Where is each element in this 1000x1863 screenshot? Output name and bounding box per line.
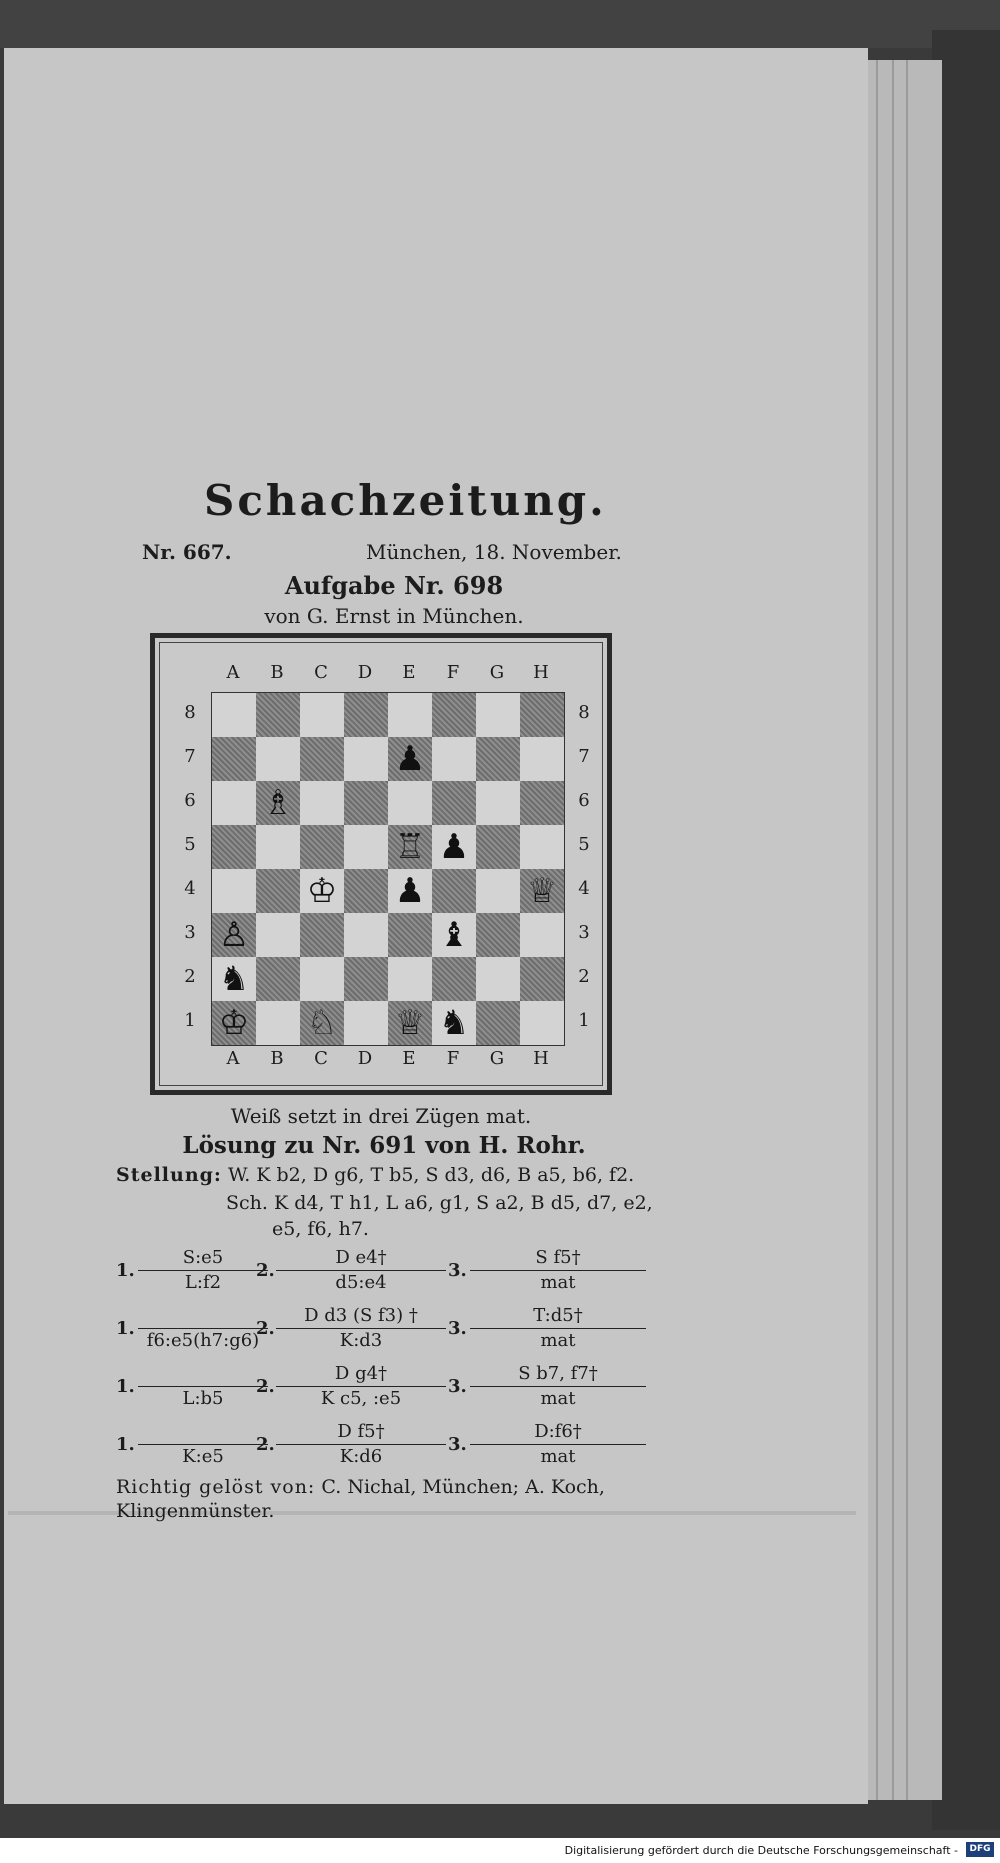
rank-label-left-4: 4 <box>184 878 196 899</box>
square-f4 <box>432 869 476 913</box>
file-label-top-a: A <box>226 662 240 683</box>
square-a2 <box>212 957 256 1001</box>
dfg-logo: DFG <box>966 1842 994 1857</box>
square-f1 <box>432 1001 476 1045</box>
move-pair <box>470 1246 646 1295</box>
square-d6 <box>344 781 388 825</box>
square-h5 <box>520 825 564 869</box>
file-label-top-h: H <box>533 662 549 683</box>
rank-label-left-3: 3 <box>184 922 196 943</box>
rank-label-left-1: 1 <box>184 1010 196 1031</box>
white-move: S f5† <box>470 1246 646 1271</box>
square-f5 <box>432 825 476 869</box>
move-number: 3. <box>448 1376 467 1397</box>
square-g3 <box>476 913 520 957</box>
square-c2 <box>300 957 344 1001</box>
square-g6 <box>476 781 520 825</box>
black-move: f6:e5(h7:g6) <box>146 1330 260 1351</box>
move-number: 2. <box>256 1376 275 1397</box>
move-pair <box>138 1246 268 1295</box>
rank-label-right-5: 5 <box>578 834 590 855</box>
square-d2 <box>344 957 388 1001</box>
file-label-top-e: E <box>402 662 416 683</box>
stellung-white <box>116 1164 634 1186</box>
rank-label-right-2: 2 <box>578 966 590 987</box>
solvers-names: C. Nichal, München; A. Koch, <box>321 1476 605 1498</box>
square-g1 <box>476 1001 520 1045</box>
black-move: K:d3 <box>339 1330 383 1351</box>
square-b2 <box>256 957 300 1001</box>
black-move: mat <box>540 1388 576 1409</box>
square-a3 <box>212 913 256 957</box>
black-move: mat <box>540 1446 576 1467</box>
white-pawn-a3-icon: ♙ <box>218 915 250 955</box>
move-pair <box>276 1362 446 1411</box>
footer-bar <box>0 1838 1000 1863</box>
black-pawn-e4-icon: ♟ <box>394 871 426 911</box>
square-f7 <box>432 737 476 781</box>
white-move: D d3 (S f3) † <box>276 1304 446 1329</box>
page-stack-edge <box>860 60 942 1800</box>
rank-label-right-8: 8 <box>578 702 590 723</box>
black-move: K:d6 <box>339 1446 383 1467</box>
square-d3 <box>344 913 388 957</box>
white-move: D f5† <box>276 1420 446 1445</box>
square-a8 <box>212 693 256 737</box>
black-move: mat <box>540 1330 576 1351</box>
variation-row <box>116 1246 656 1302</box>
square-d8 <box>344 693 388 737</box>
move-number: 3. <box>448 1434 467 1455</box>
move-number: 1. <box>116 1434 135 1455</box>
rank-label-right-1: 1 <box>578 1010 590 1031</box>
square-a1 <box>212 1001 256 1045</box>
rank-label-right-6: 6 <box>578 790 590 811</box>
square-g4 <box>476 869 520 913</box>
solvers-line-cont: Klingenmünster. <box>116 1500 275 1522</box>
square-d4 <box>344 869 388 913</box>
file-label-bottom-f: F <box>446 1048 460 1069</box>
stellung-label: Stellung: <box>116 1164 222 1186</box>
square-b1 <box>256 1001 300 1045</box>
square-h8 <box>520 693 564 737</box>
white-bishop-b6-icon: ♗ <box>262 783 294 823</box>
rank-label-left-8: 8 <box>184 702 196 723</box>
move-pair <box>138 1420 268 1469</box>
file-label-bottom-d: D <box>357 1048 373 1069</box>
file-label-top-b: B <box>270 662 284 683</box>
white-move: D g4† <box>276 1362 446 1387</box>
problem-caption: Weiß setzt in drei Zügen mat. <box>230 1104 532 1128</box>
rank-label-left-6: 6 <box>184 790 196 811</box>
problem-author: von G. Ernst in München. <box>264 604 524 628</box>
square-e3 <box>388 913 432 957</box>
move-number: 2. <box>256 1260 275 1281</box>
square-c6 <box>300 781 344 825</box>
move-pair <box>276 1420 446 1469</box>
chess-diagram <box>150 633 612 1095</box>
file-label-bottom-b: B <box>270 1048 284 1069</box>
white-move <box>138 1420 268 1445</box>
square-f2 <box>432 957 476 1001</box>
white-rook-e5-icon: ♖ <box>394 827 426 867</box>
file-label-bottom-c: C <box>314 1048 328 1069</box>
file-label-top-f: F <box>446 662 460 683</box>
chess-board <box>211 692 565 1046</box>
square-h6 <box>520 781 564 825</box>
move-number: 2. <box>256 1434 275 1455</box>
square-e7 <box>388 737 432 781</box>
square-c5 <box>300 825 344 869</box>
square-f3 <box>432 913 476 957</box>
square-f8 <box>432 693 476 737</box>
black-bishop-f3-icon: ♝ <box>438 915 470 955</box>
square-e8 <box>388 693 432 737</box>
square-c1 <box>300 1001 344 1045</box>
rank-label-left-7: 7 <box>184 746 196 767</box>
move-pair <box>138 1304 268 1353</box>
square-c3 <box>300 913 344 957</box>
square-e4 <box>388 869 432 913</box>
solvers-label: Richtig gelöst von: <box>116 1476 316 1498</box>
black-pawn-e7-icon: ♟ <box>394 739 426 779</box>
page-title: Schachzeitung. <box>204 476 607 525</box>
square-c4 <box>300 869 344 913</box>
square-e2 <box>388 957 432 1001</box>
white-knight-c1-icon: ♘ <box>306 1003 338 1043</box>
footer-credit: Digitalisierung gefördert durch die Deutsche Forschungsgemeinschaft - <box>564 1844 958 1857</box>
square-d5 <box>344 825 388 869</box>
variation-row <box>116 1304 656 1360</box>
square-b3 <box>256 913 300 957</box>
move-number: 1. <box>116 1318 135 1339</box>
rank-label-right-7: 7 <box>578 746 590 767</box>
black-move: L:b5 <box>182 1388 224 1409</box>
solvers-line <box>116 1476 605 1498</box>
move-pair <box>470 1362 646 1411</box>
move-pair <box>470 1304 646 1353</box>
black-move: L:f2 <box>184 1272 222 1293</box>
white-move: D:f6† <box>470 1420 646 1445</box>
square-a5 <box>212 825 256 869</box>
square-b5 <box>256 825 300 869</box>
white-queen-e1-icon: ♕ <box>394 1003 426 1043</box>
square-c8 <box>300 693 344 737</box>
white-move: S b7, f7† <box>470 1362 646 1387</box>
document-page <box>4 48 868 1804</box>
variation-row <box>116 1420 656 1476</box>
variation-row <box>116 1362 656 1418</box>
square-h4 <box>520 869 564 913</box>
file-label-bottom-a: A <box>226 1048 240 1069</box>
file-label-top-g: G <box>489 662 505 683</box>
white-move <box>138 1304 268 1329</box>
move-number: 1. <box>116 1376 135 1397</box>
stellung-white-text: W. K b2, D g6, T b5, S d3, d6, B a5, b6, f2. <box>228 1164 635 1186</box>
white-king-a1-icon: ♔ <box>218 1003 250 1043</box>
dateline: München, 18. November. <box>366 540 622 564</box>
white-move: T:d5† <box>470 1304 646 1329</box>
square-h3 <box>520 913 564 957</box>
square-h7 <box>520 737 564 781</box>
square-g8 <box>476 693 520 737</box>
black-knight-f1-icon: ♞ <box>438 1003 470 1043</box>
move-number: 3. <box>448 1260 467 1281</box>
move-pair <box>470 1420 646 1469</box>
square-e6 <box>388 781 432 825</box>
move-number: 3. <box>448 1318 467 1339</box>
square-b6 <box>256 781 300 825</box>
rank-label-left-5: 5 <box>184 834 196 855</box>
square-d7 <box>344 737 388 781</box>
square-d1 <box>344 1001 388 1045</box>
move-pair <box>276 1304 446 1353</box>
white-move: S:e5 <box>138 1246 268 1271</box>
king-c4-icon: ♔ <box>306 871 338 911</box>
stellung-black: Sch. K d4, T h1, L a6, g1, S a2, B d5, d7, e2, <box>226 1192 653 1214</box>
black-knight-a2-icon: ♞ <box>218 959 250 999</box>
square-h1 <box>520 1001 564 1045</box>
solution-heading: Lösung zu Nr. 691 von H. Rohr. <box>182 1132 586 1159</box>
square-g2 <box>476 957 520 1001</box>
square-b4 <box>256 869 300 913</box>
file-label-bottom-h: H <box>533 1048 549 1069</box>
square-e5 <box>388 825 432 869</box>
white-move: D e4† <box>276 1246 446 1271</box>
rank-label-right-4: 4 <box>578 878 590 899</box>
square-g5 <box>476 825 520 869</box>
square-h2 <box>520 957 564 1001</box>
white-queen-h4-icon: ♕ <box>526 871 558 911</box>
problem-heading: Aufgabe Nr. 698 <box>284 571 504 600</box>
file-label-top-c: C <box>314 662 328 683</box>
square-a4 <box>212 869 256 913</box>
file-label-bottom-g: G <box>489 1048 505 1069</box>
square-b8 <box>256 693 300 737</box>
square-b7 <box>256 737 300 781</box>
rank-label-right-3: 3 <box>578 922 590 943</box>
rank-label-left-2: 2 <box>184 966 196 987</box>
stellung-black-cont: e5, f6, h7. <box>272 1218 369 1240</box>
black-move: K c5, :e5 <box>320 1388 402 1409</box>
square-c7 <box>300 737 344 781</box>
file-label-top-d: D <box>357 662 373 683</box>
book-cover-edge <box>932 30 1000 1830</box>
black-move: d5:e4 <box>335 1272 387 1293</box>
move-number: 1. <box>116 1260 135 1281</box>
white-move <box>138 1362 268 1387</box>
file-label-bottom-e: E <box>402 1048 416 1069</box>
issue-number: Nr. 667. <box>142 540 232 564</box>
square-f6 <box>432 781 476 825</box>
move-pair <box>276 1246 446 1295</box>
black-pawn-f5-icon: ♟ <box>438 827 470 867</box>
move-number: 2. <box>256 1318 275 1339</box>
square-g7 <box>476 737 520 781</box>
black-move: K:e5 <box>182 1446 224 1467</box>
square-a6 <box>212 781 256 825</box>
square-e1 <box>388 1001 432 1045</box>
black-move: mat <box>540 1272 576 1293</box>
square-a7 <box>212 737 256 781</box>
scan-background-top <box>0 0 1000 48</box>
move-pair <box>138 1362 268 1411</box>
